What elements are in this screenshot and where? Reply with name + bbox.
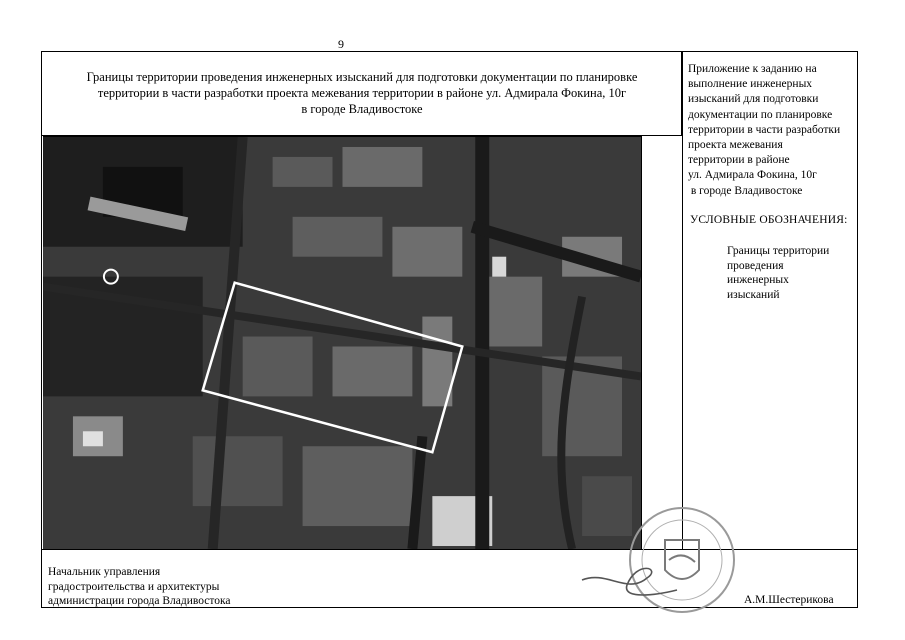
signatory-line: администрации города Владивостока [48,595,231,607]
document-title [52,69,672,117]
legend-item-boundary [727,244,852,302]
legend-boundary-swatch [692,247,720,259]
appendix-note [688,62,858,199]
title-line: в городе Владивостоке [301,102,423,116]
signatory-position [48,565,308,609]
legend-item-line: проведения [727,259,784,272]
aerial-map-image [43,137,641,549]
legend-item-line: изысканий [727,288,780,301]
appendix-line: ул. Адмирала Фокина, 10г [688,169,817,182]
title-line: территории в части разработки проекта межевания территории в районе ул. Адмирала Фокина, 10г [97,86,627,100]
appendix-line: Приложение к заданию на [688,63,817,75]
legend-item-line: Границы территории [727,245,830,257]
legend-title: УСЛОВНЫЕ ОБОЗНАЧЕНИЯ: [690,214,848,226]
legend-item-line: инженерных [727,274,789,286]
title-line: Границы территории проведения инженерных изысканий для подготовки документации по планировке [86,70,638,84]
appendix-line: территории в районе [688,154,790,167]
aerial-map [43,136,642,549]
appendix-line: выполнение инженерных [688,78,813,91]
appendix-line: в городе Владивостоке [688,184,803,197]
appendix-line: изысканий для подготовки [688,93,819,106]
appendix-line: территории в части разработки [688,123,841,136]
appendix-line: документации по планировке [688,108,833,121]
appendix-line: проекта межевания [688,139,783,152]
page-number: 9 [338,37,344,51]
signatory-line: градостроительства и архитектуры [48,580,220,593]
signatory-line: Начальник управления [48,566,161,578]
signatory-name: А.М.Шестерикова [744,594,834,606]
column-divider [682,51,683,549]
